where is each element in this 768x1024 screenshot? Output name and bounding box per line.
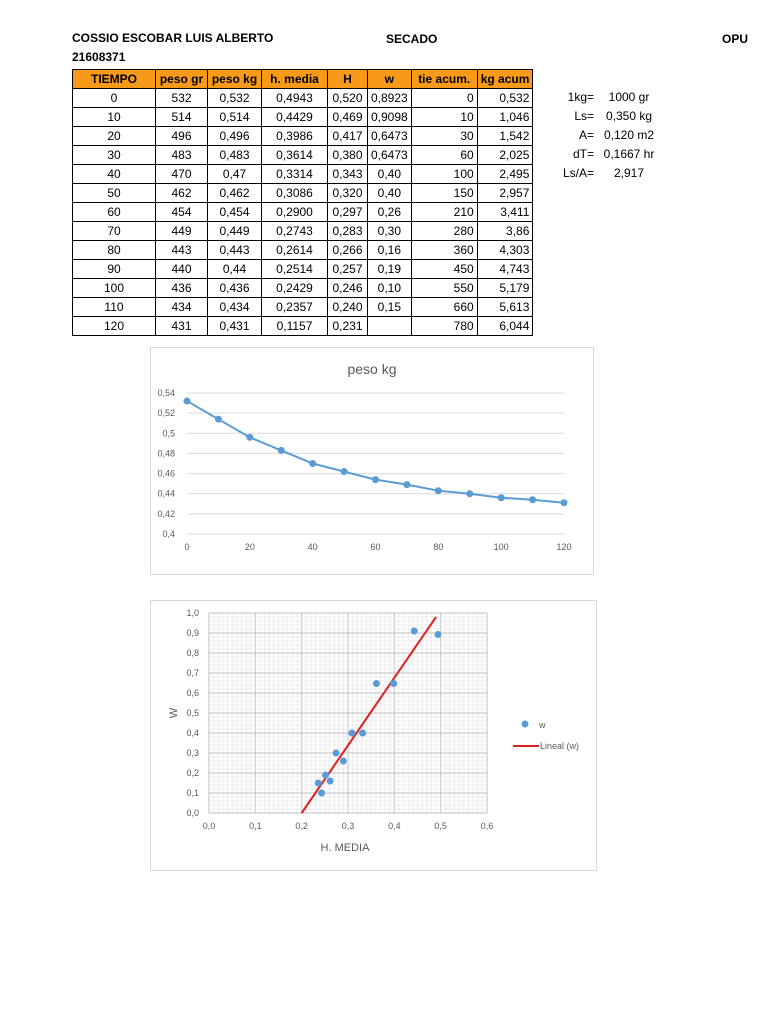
table-cell: 496 (156, 127, 208, 146)
legend-marker (522, 721, 529, 728)
table-cell: 0,3314 (262, 165, 328, 184)
table-cell: 0,30 (368, 222, 412, 241)
x-tick-label: 0,3 (341, 821, 355, 831)
table-cell: 0,380 (328, 146, 368, 165)
table-cell: 0,3986 (262, 127, 328, 146)
table-cell: 0,2743 (262, 222, 328, 241)
table-cell: 0 (411, 89, 477, 108)
table-row (73, 241, 533, 260)
y-tick-label: 0,6 (186, 688, 199, 698)
data-point (411, 628, 418, 635)
table-cell: 436 (156, 279, 208, 298)
table-cell: 0,436 (208, 279, 262, 298)
table-cell: 70 (73, 222, 156, 241)
data-point (529, 496, 536, 503)
x-tick-label: 0,2 (295, 821, 308, 831)
table-cell: 360 (411, 241, 477, 260)
x-tick-label: 20 (244, 542, 255, 552)
y-tick-label: 0,7 (186, 668, 199, 678)
table-cell: 443 (156, 241, 208, 260)
y-tick-label: 0,3 (186, 748, 199, 758)
x-tick-label: 80 (433, 542, 444, 552)
table-cell: 0,2429 (262, 279, 328, 298)
data-point (184, 398, 191, 405)
col-header-tie-acum: tie acum. (411, 70, 477, 89)
x-tick-label: 0 (184, 542, 190, 552)
y-tick-label: 0,0 (186, 808, 199, 818)
x-tick-label: 0,6 (480, 821, 494, 831)
legend-label: Lineal (w) (540, 741, 580, 751)
col-header-h: H (328, 70, 368, 89)
student-name: COSSIO ESCOBAR LUIS ALBERTO (72, 31, 274, 45)
table-row (73, 89, 533, 108)
x-tick-label: 60 (370, 542, 381, 552)
table-cell: 0,9098 (368, 108, 412, 127)
table-cell: 5,179 (477, 279, 533, 298)
table-cell: 0,434 (208, 298, 262, 317)
table-cell: 30 (411, 127, 477, 146)
data-point (340, 758, 347, 765)
table-cell: 110 (73, 298, 156, 317)
constant-label: A= (578, 128, 594, 142)
table-cell: 434 (156, 298, 208, 317)
constant-value: 0,1667 hr (603, 147, 655, 161)
y-tick-label: 0,54 (157, 388, 175, 398)
data-point (333, 750, 340, 757)
table-cell: 0,1157 (262, 317, 328, 336)
table-cell: 0,15 (368, 298, 412, 317)
table-cell: 0,496 (208, 127, 262, 146)
table-row (73, 260, 533, 279)
table-cell: 0,297 (328, 203, 368, 222)
data-point (561, 499, 568, 506)
data-point (373, 680, 380, 687)
table-cell: 0,532 (208, 89, 262, 108)
table-cell: 0,44 (208, 260, 262, 279)
table-cell: 0,4429 (262, 108, 328, 127)
data-point (435, 487, 442, 494)
x-tick-label: 0,1 (249, 821, 262, 831)
table-cell: 0,40 (368, 184, 412, 203)
table-cell: 0,40 (368, 165, 412, 184)
table-cell: 0,462 (208, 184, 262, 203)
w-vs-h-media-chart-svg (151, 601, 596, 870)
table-cell: 0,257 (328, 260, 368, 279)
table-cell: 80 (73, 241, 156, 260)
table-cell: 0,10 (368, 279, 412, 298)
table-cell: 449 (156, 222, 208, 241)
table-cell: 1,542 (477, 127, 533, 146)
table-cell: 0,532 (477, 89, 533, 108)
data-point (466, 490, 473, 497)
table-row (73, 203, 533, 222)
w-vs-h-media-chart (150, 600, 597, 871)
table-cell: 0,454 (208, 203, 262, 222)
constant-value: 1000 gr (608, 90, 650, 104)
y-tick-label: 0,4 (162, 529, 175, 539)
x-tick-label: 120 (556, 542, 572, 552)
constant-value: 0,120 m2 (603, 128, 655, 142)
data-point (215, 416, 222, 423)
constant-value: 0,350 kg (605, 109, 653, 123)
table-cell: 483 (156, 146, 208, 165)
x-tick-label: 0,0 (202, 821, 216, 831)
table-cell: 30 (73, 146, 156, 165)
table-cell: 2,957 (477, 184, 533, 203)
x-axis-label: H. MEDIA (320, 842, 370, 854)
table-cell: 780 (411, 317, 477, 336)
data-point (498, 494, 505, 501)
table-cell: 0,266 (328, 241, 368, 260)
col-header-peso-gr: peso gr (156, 70, 208, 89)
table-cell: 0,2357 (262, 298, 328, 317)
table-row (73, 108, 533, 127)
drying-data-table (72, 69, 533, 336)
data-point (403, 481, 410, 488)
data-point (435, 631, 442, 638)
table-cell: 0,443 (208, 241, 262, 260)
constant-value: 2,917 (613, 166, 645, 180)
data-point (348, 730, 355, 737)
col-header-h-media: h. media (262, 70, 328, 89)
table-cell: 0,343 (328, 165, 368, 184)
table-cell: 532 (156, 89, 208, 108)
trendline (302, 617, 436, 813)
y-tick-label: 0,1 (186, 788, 199, 798)
constant-row (540, 109, 664, 128)
y-tick-label: 0,46 (157, 468, 175, 479)
col-header-peso-kg: peso kg (208, 70, 262, 89)
table-cell: 0,2900 (262, 203, 328, 222)
table-cell: 0,520 (328, 89, 368, 108)
data-point (309, 460, 316, 467)
x-tick-label: 0,4 (388, 821, 401, 831)
constants-block (540, 90, 664, 185)
col-header-w: w (368, 70, 412, 89)
table-cell: 2,025 (477, 146, 533, 165)
table-cell: 454 (156, 203, 208, 222)
data-point (278, 447, 285, 454)
table-cell: 0,283 (328, 222, 368, 241)
data-point (390, 680, 397, 687)
data-point (318, 790, 325, 797)
y-axis-label: W (168, 707, 180, 719)
table-cell: 514 (156, 108, 208, 127)
table-cell: 0,8923 (368, 89, 412, 108)
y-tick-label: 0,2 (186, 768, 199, 778)
y-tick-label: 0,8 (186, 648, 199, 658)
constant-label: 1kg= (567, 90, 594, 104)
header-right-label: OPU (722, 32, 749, 46)
table-cell: 0,246 (328, 279, 368, 298)
col-header-kg-acum: kg acum (477, 70, 533, 89)
table-cell: 6,044 (477, 317, 533, 336)
table-cell: 0,6473 (368, 146, 412, 165)
table-cell: 60 (73, 203, 156, 222)
chart-title: peso kg (347, 361, 397, 377)
table-cell: 0,449 (208, 222, 262, 241)
table-cell: 60 (411, 146, 477, 165)
constant-label: Ls/A= (562, 166, 594, 180)
page-title: SECADO (386, 32, 438, 46)
y-tick-label: 0,5 (162, 428, 175, 439)
table-cell: 462 (156, 184, 208, 203)
table-cell: 440 (156, 260, 208, 279)
table-cell: 0,3614 (262, 146, 328, 165)
table-cell: 10 (411, 108, 477, 127)
series-line (187, 401, 564, 503)
y-tick-label: 0,5 (186, 708, 199, 718)
constant-row (540, 166, 664, 185)
table-cell: 210 (411, 203, 477, 222)
table-cell: 550 (411, 279, 477, 298)
table-cell: 0,2514 (262, 260, 328, 279)
table-row (73, 298, 533, 317)
table-cell: 4,743 (477, 260, 533, 279)
table-cell: 0,4943 (262, 89, 328, 108)
y-tick-label: 0,52 (157, 408, 175, 419)
table-row (73, 317, 533, 336)
table-cell: 0,2614 (262, 241, 328, 260)
table-cell: 100 (73, 279, 156, 298)
table-cell: 0,320 (328, 184, 368, 203)
table-row (73, 184, 533, 203)
table-cell: 0,483 (208, 146, 262, 165)
table-cell: 0,514 (208, 108, 262, 127)
table-cell: 280 (411, 222, 477, 241)
table-cell: 0 (73, 89, 156, 108)
data-point (322, 772, 329, 779)
table-cell: 50 (73, 184, 156, 203)
table-header-row (73, 70, 533, 89)
peso-kg-chart (150, 347, 594, 575)
table-cell: 1,046 (477, 108, 533, 127)
table-cell: 0,469 (328, 108, 368, 127)
y-tick-label: 0,42 (157, 508, 175, 519)
table-cell: 431 (156, 317, 208, 336)
table-cell: 0,6473 (368, 127, 412, 146)
student-id: 21608371 (72, 50, 126, 64)
x-tick-label: 40 (307, 542, 318, 552)
col-header-tiempo: TIEMPO (73, 70, 156, 89)
table-cell: 0,26 (368, 203, 412, 222)
data-point (372, 476, 379, 483)
table-cell: 150 (411, 184, 477, 203)
table-cell: 5,613 (477, 298, 533, 317)
table-cell: 0,431 (208, 317, 262, 336)
table-cell: 0,19 (368, 260, 412, 279)
table-row (73, 127, 533, 146)
table-cell: 10 (73, 108, 156, 127)
table-row (73, 279, 533, 298)
table-cell: 450 (411, 260, 477, 279)
table-cell: 660 (411, 298, 477, 317)
data-point (327, 778, 334, 785)
table-cell: 3,411 (477, 203, 533, 222)
y-tick-label: 0,9 (186, 628, 199, 638)
table-cell: 0,240 (328, 298, 368, 317)
table-row (73, 146, 533, 165)
x-tick-label: 100 (493, 542, 509, 552)
y-tick-label: 0,4 (186, 728, 199, 738)
table-row (73, 165, 533, 184)
constant-label: dT= (572, 147, 594, 161)
peso-kg-chart-svg (151, 348, 593, 574)
table-cell: 90 (73, 260, 156, 279)
data-point (341, 468, 348, 475)
table-cell: 4,303 (477, 241, 533, 260)
data-point (359, 730, 366, 737)
table-cell (368, 317, 412, 336)
table-row (73, 222, 533, 241)
constant-row (540, 128, 664, 147)
table-cell: 120 (73, 317, 156, 336)
table-cell: 0,3086 (262, 184, 328, 203)
y-tick-label: 0,44 (157, 488, 175, 499)
constant-row (540, 147, 664, 166)
table-cell: 40 (73, 165, 156, 184)
table-cell: 0,47 (208, 165, 262, 184)
y-tick-label: 0,48 (157, 448, 175, 459)
table-cell: 470 (156, 165, 208, 184)
constant-label: Ls= (574, 109, 594, 123)
table-cell: 0,231 (328, 317, 368, 336)
data-point (315, 780, 322, 787)
y-tick-label: 1,0 (186, 608, 199, 618)
table-cell: 2,495 (477, 165, 533, 184)
data-point (246, 434, 253, 441)
table-cell: 0,417 (328, 127, 368, 146)
table-cell: 3,86 (477, 222, 533, 241)
constant-row (540, 90, 664, 109)
table-cell: 0,16 (368, 241, 412, 260)
table-cell: 20 (73, 127, 156, 146)
table-cell: 100 (411, 165, 477, 184)
legend-label: w (539, 720, 546, 730)
x-tick-label: 0,5 (434, 821, 447, 831)
